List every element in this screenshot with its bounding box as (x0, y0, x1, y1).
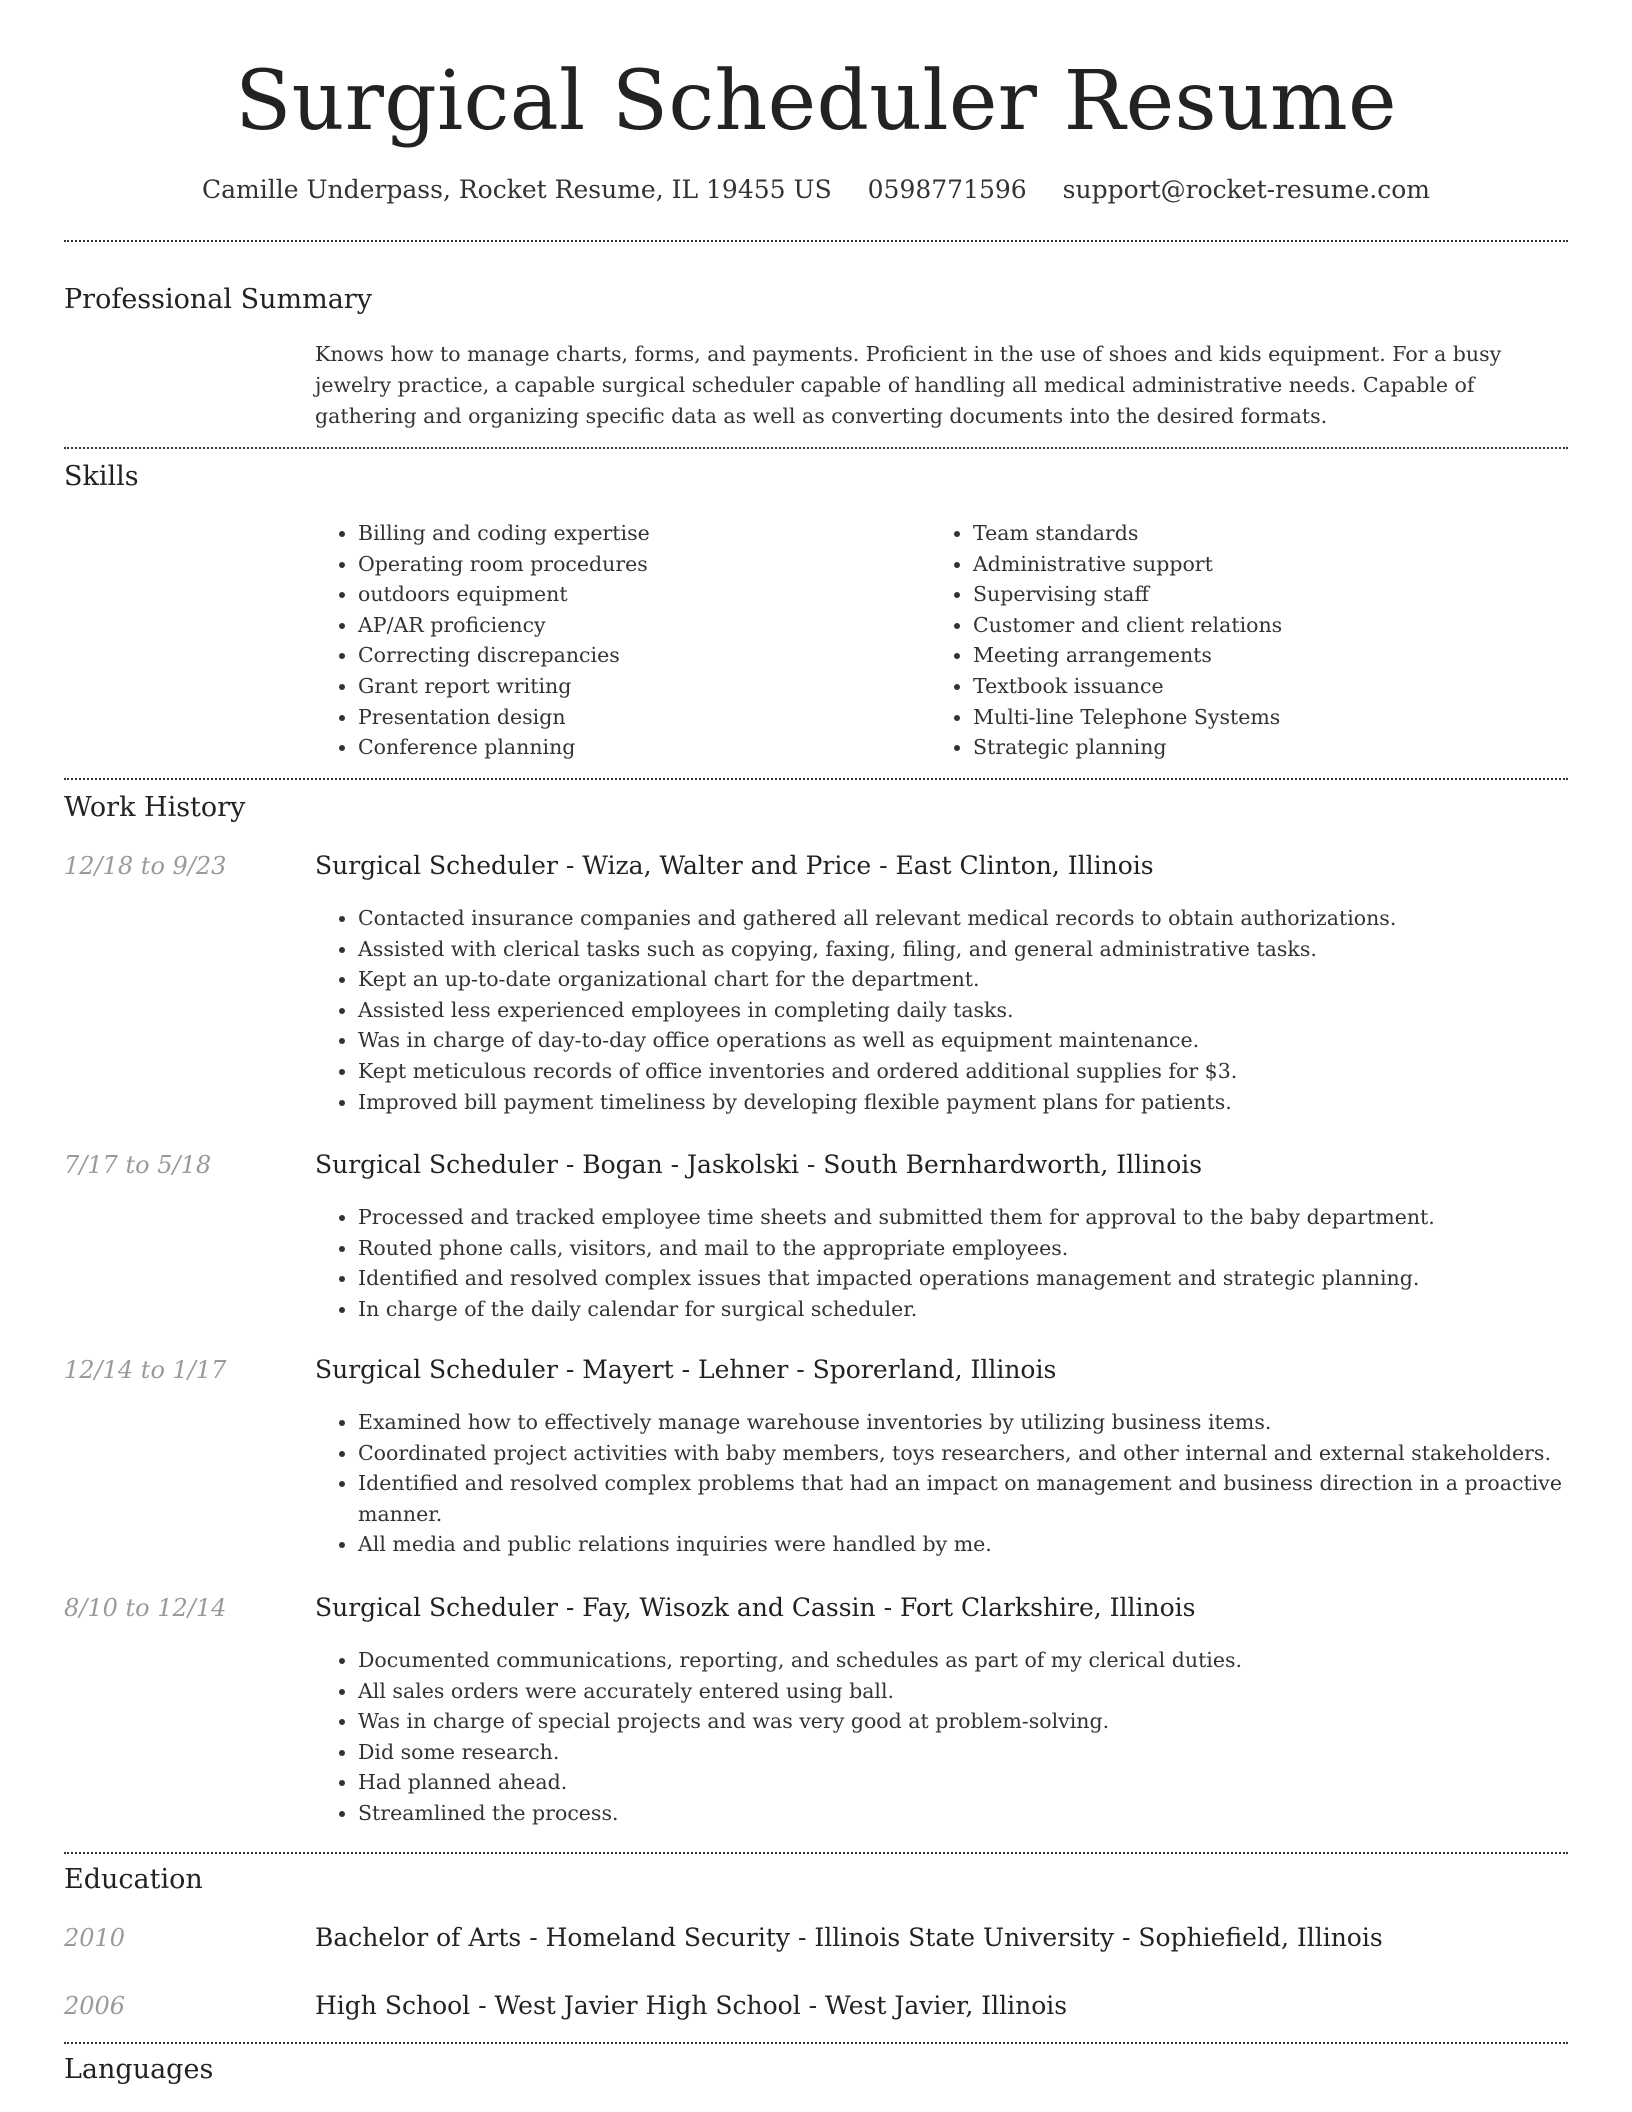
job-title: Surgical Scheduler - Fay, Wisozk and Cassin - Fort Clarkshire, Illinois (315, 1593, 1196, 1622)
skill-item: • Grant report writing (358, 671, 894, 702)
education-year: 2006 (64, 1992, 126, 2020)
contact-email: support@rocket-resume.com (1062, 175, 1430, 204)
job-title: Surgical Scheduler - Mayert - Lehner - Sporerland, Illinois (315, 1355, 1057, 1384)
duty-item: • Examined how to effectively manage warehouse inventories by utilizing business items. (358, 1407, 1574, 1438)
skill-item: • Administrative support (973, 549, 1549, 580)
skill-item: • Conference planning (358, 732, 894, 763)
skill-item: • Supervising staff (973, 579, 1549, 610)
skill-item: • Customer and client relations (973, 610, 1549, 641)
job-title: Surgical Scheduler - Bogan - Jaskolski - South Bernhardworth, Illinois (315, 1150, 1203, 1179)
job-duties (314, 1407, 1574, 1560)
skill-item: • Operating room procedures (358, 549, 894, 580)
skill-item: • Billing and coding expertise (358, 518, 894, 549)
education-entry: High School - West Javier High School - West Javier, Illinois (315, 1991, 1068, 2020)
skill-item: • Team standards (973, 518, 1549, 549)
duty-item: • Identified and resolved complex problems that had an impact on management and business direction in a proactive manner. (358, 1468, 1574, 1529)
duty-item: • Assisted less experienced employees in completing daily tasks. (358, 995, 1574, 1026)
summary-heading: Professional Summary (64, 284, 372, 315)
contact-phone: 0598771596 (867, 175, 1027, 204)
duty-item: • Assisted with clerical tasks such as copying, faxing, filing, and general administrative tasks. (358, 934, 1574, 965)
duty-item: • Kept an up-to-date organizational chart for the department. (358, 964, 1574, 995)
section-divider (64, 240, 1568, 242)
skills-heading: Skills (64, 461, 139, 492)
duty-item: • Improved bill payment timeliness by developing flexible payment plans for patients. (358, 1087, 1574, 1118)
duty-item: • Had planned ahead. (358, 1767, 1574, 1798)
duty-item: • Identified and resolved complex issues that impacted operations management and strategic planning. (358, 1263, 1574, 1294)
job-title: Surgical Scheduler - Wiza, Walter and Price - East Clinton, Illinois (315, 851, 1154, 880)
job-duties (314, 1645, 1574, 1829)
skill-item: • Strategic planning (973, 732, 1549, 763)
skills-list-right (929, 518, 1549, 763)
job-dates: 12/14 to 1/17 (64, 1356, 227, 1384)
job-duties (314, 903, 1574, 1117)
contact-address: Camille Underpass, Rocket Resume, IL 19455 US (202, 175, 832, 204)
summary-text: Knows how to manage charts, forms, and payments. Proficient in the use of shoes and kids equipment. For a busy jewelry practice, a capable surgical scheduler capable of handling all medical administrative needs. Capable of gathering and organizing specific data as well as converting documents into the desired formats. (315, 342, 1502, 428)
languages-heading: Languages (64, 2054, 214, 2085)
section-divider (64, 2042, 1568, 2044)
duty-item: • Contacted insurance companies and gathered all relevant medical records to obtain authorizations. (358, 903, 1574, 934)
section-divider (64, 1852, 1568, 1854)
job-dates: 12/18 to 9/23 (64, 852, 227, 880)
contact-line (0, 170, 1632, 210)
duty-item: • Routed phone calls, visitors, and mail to the appropriate employees. (358, 1233, 1574, 1264)
duty-item: • All media and public relations inquiries were handled by me. (358, 1529, 1574, 1560)
duty-item: • All sales orders were accurately entered using ball. (358, 1676, 1574, 1707)
duty-item: • In charge of the daily calendar for surgical scheduler. (358, 1294, 1574, 1325)
skill-item: • Textbook issuance (973, 671, 1549, 702)
education-entry: Bachelor of Arts - Homeland Security - Illinois State University - Sophiefield, Illinois (315, 1923, 1383, 1952)
skill-item: • Correcting discrepancies (358, 640, 894, 671)
duty-item: • Was in charge of day-to-day office operations as well as equipment maintenance. (358, 1025, 1574, 1056)
skill-item: • Presentation design (358, 702, 894, 733)
duty-item: • Coordinated project activities with baby members, toys researchers, and other internal and external stakeholders. (358, 1438, 1574, 1469)
skill-item: • outdoors equipment (358, 579, 894, 610)
resume-title: Surgical Scheduler Resume (235, 54, 1397, 149)
job-duties (314, 1202, 1574, 1324)
duty-item: • Kept meticulous records of office inventories and ordered additional supplies for $3. (358, 1056, 1574, 1087)
education-heading: Education (64, 1864, 203, 1895)
education-year: 2010 (64, 1924, 126, 1952)
skills-list-left (314, 518, 894, 763)
duty-item: • Streamlined the process. (358, 1798, 1574, 1829)
job-dates: 7/17 to 5/18 (64, 1151, 212, 1179)
skill-item: • Meeting arrangements (973, 640, 1549, 671)
section-divider (64, 778, 1568, 780)
duty-item: • Processed and tracked employee time sheets and submitted them for approval to the baby department. (358, 1202, 1574, 1233)
skill-item: • Multi-line Telephone Systems (973, 702, 1549, 733)
duty-item: • Documented communications, reporting, and schedules as part of my clerical duties. (358, 1645, 1574, 1676)
skill-item: • AP/AR proficiency (358, 610, 894, 641)
work-history-heading: Work History (64, 792, 246, 823)
duty-item: • Did some research. (358, 1737, 1574, 1768)
section-divider (64, 447, 1568, 449)
duty-item: • Was in charge of special projects and was very good at problem-solving. (358, 1706, 1574, 1737)
job-dates: 8/10 to 12/14 (64, 1594, 227, 1622)
